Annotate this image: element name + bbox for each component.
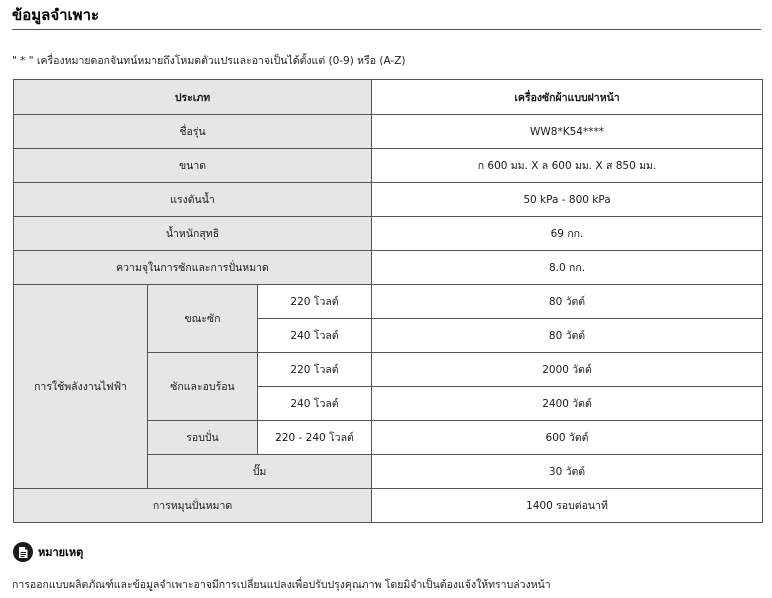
table-row (14, 251, 763, 285)
heating-220-value: 2000 วัตต์ (372, 353, 763, 387)
size-label: ขนาด (14, 149, 372, 183)
model-label: ชื่อรุ่น (14, 115, 372, 149)
spin-value: 600 วัตต์ (372, 421, 763, 455)
asterisk-note: " * " เครื่องหมายดอกจันทน์หมายถึงโหมดตัวแปรและอาจเป็นได้ตั้งแต่ (0-9) หรือ (A-Z) (12, 55, 406, 67)
page-title: ข้อมูลจำเพาะ (12, 6, 100, 24)
spin-speed-value: 1400 รอบต่อนาที (372, 489, 763, 523)
pressure-value: 50 kPa - 800 kPa (372, 183, 763, 217)
table-row (14, 489, 763, 523)
table-header-row (14, 80, 763, 115)
table-row (14, 217, 763, 251)
table-row (14, 183, 763, 217)
power-label: การใช้พลังงานไฟฟ้า (14, 285, 148, 489)
capacity-label: ความจุในการซักและการปั่นหมาด (14, 251, 372, 285)
heating-label: ซักและอบร้อน (148, 353, 258, 421)
table-row (14, 285, 763, 319)
weight-label: น้ำหนักสุทธิ (14, 217, 372, 251)
heating-240-value: 2400 วัตต์ (372, 387, 763, 421)
remark-title: หมายเหตุ (38, 546, 84, 559)
spin-speed-label: การหมุนปั่นหมาด (14, 489, 372, 523)
size-value: ก 600 มม. X ล 600 มม. X ส 850 มม. (372, 149, 763, 183)
heating-220-voltage: 220 โวลต์ (258, 353, 372, 387)
remark-text: การออกแบบผลิตภัณฑ์และข้อมูลจำเพาะอาจมีการเปลี่ยนแปลงเพื่อปรับปรุงคุณภาพ โดยมิจำเป็นต้องแจ้งให้ทราบล่วงหน้า (12, 579, 551, 591)
header-type-label: ประเภท (14, 80, 372, 115)
pump-value: 30 วัตต์ (372, 455, 763, 489)
table-row (14, 149, 763, 183)
pump-label: ปั๊ม (148, 455, 372, 489)
washing-220-value: 80 วัตต์ (372, 285, 763, 319)
table-row (14, 115, 763, 149)
spec-table (13, 79, 763, 523)
spin-label: รอบปั่น (148, 421, 258, 455)
weight-value: 69 กก. (372, 217, 763, 251)
washing-240-voltage: 240 โวลต์ (258, 319, 372, 353)
note-icon (13, 542, 33, 562)
pressure-label: แรงดันน้ำ (14, 183, 372, 217)
washing-label: ขณะซัก (148, 285, 258, 353)
heating-240-voltage: 240 โวลต์ (258, 387, 372, 421)
model-value: WW8*K54**** (372, 115, 763, 149)
capacity-value: 8.0 กก. (372, 251, 763, 285)
spin-voltage: 220 - 240 โวลต์ (258, 421, 372, 455)
remark-header (13, 542, 83, 562)
washing-220-voltage: 220 โวลต์ (258, 285, 372, 319)
header-type-value: เครื่องซักผ้าแบบฝาหน้า (372, 80, 763, 115)
washing-240-value: 80 วัตต์ (372, 319, 763, 353)
title-divider (12, 29, 761, 30)
